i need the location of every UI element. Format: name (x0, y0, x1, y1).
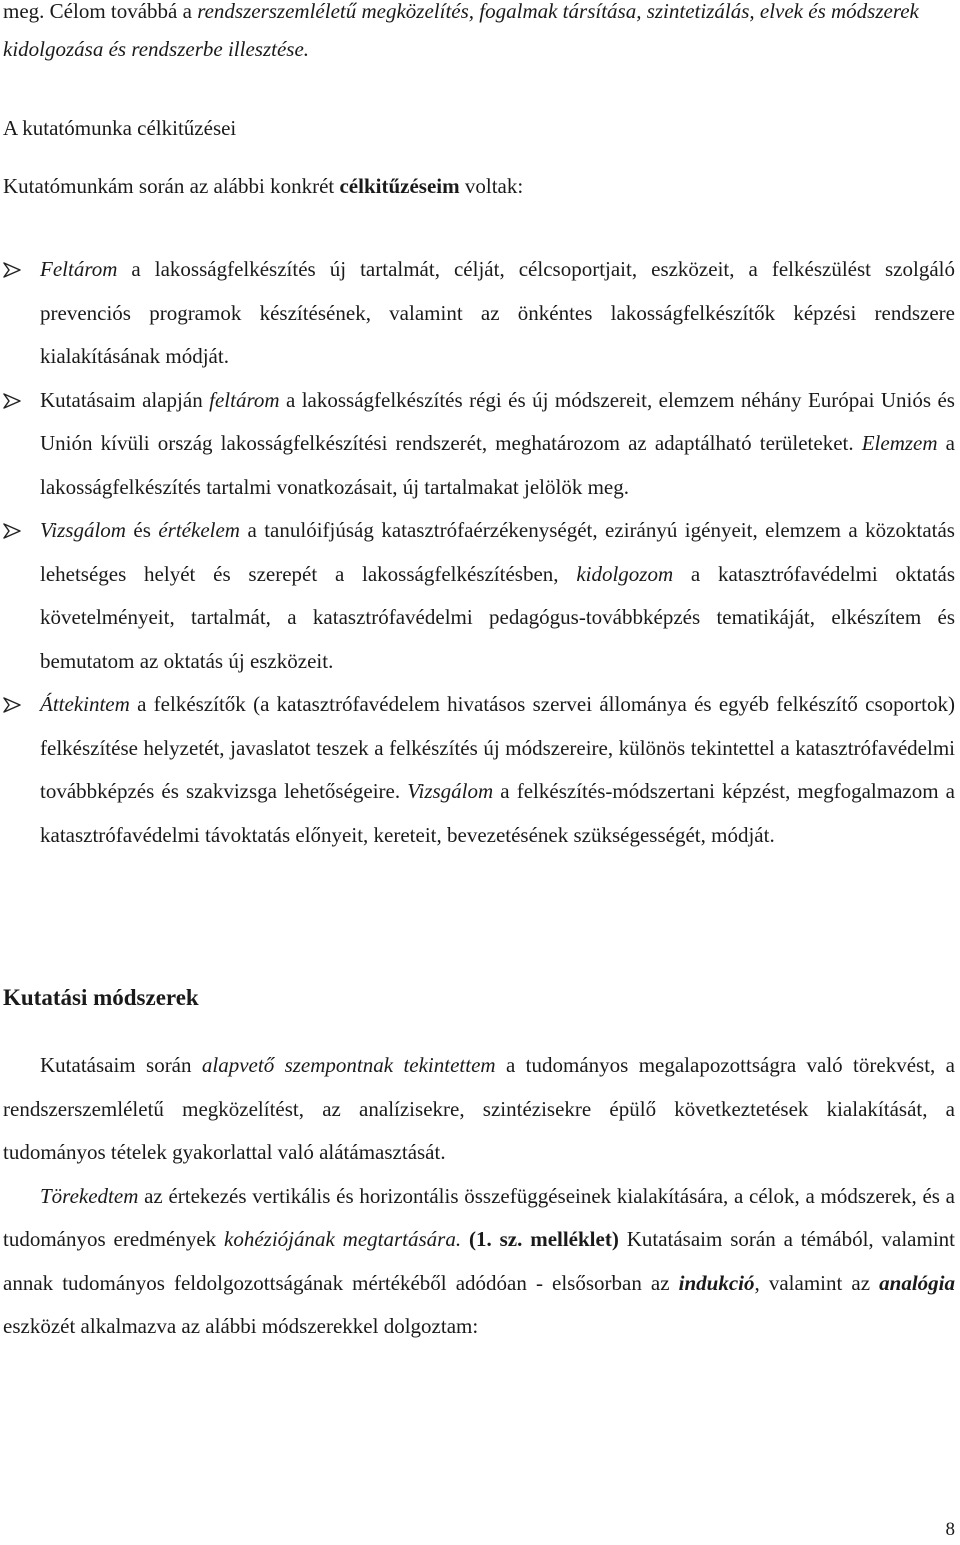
arrow-bullet-icon (3, 697, 21, 713)
methods-paragraph-1 (3, 1044, 955, 1175)
goals-heading: A kutatómunka célkitűzései (3, 116, 237, 140)
intro-text: meg. Célom továbbá a (3, 0, 198, 23)
goal-3-text-b: a tanulóifjúság katasztrófaérzékenységét, ezirányú igényeit, elemzem a közoktatás lehetséges helyét és szerepét a lakosságfelkészítésben, (40, 518, 955, 586)
intro-paragraph (3, 0, 955, 68)
p2-text-c: , valamint az (754, 1270, 880, 1295)
goal-2-text-b: a lakosságfelkészítés régi és új módszereit, elemzem néhány Európai Uniós és Unión kívüli ország lakosságfelkészítési rendszerét, meghatározom az adaptálható területeket. (40, 387, 955, 455)
p2-space (461, 1227, 469, 1251)
induction-term: indukció (678, 1270, 755, 1295)
goals-lead-sentence (3, 166, 523, 206)
goal-3-text-a: és (125, 518, 159, 542)
goal-2-text-a: Kutatásaim alapján (40, 387, 210, 412)
goal-4-italic-b: Vizsgálom (407, 779, 494, 803)
p1-text-a: Kutatásaim során (40, 1053, 202, 1077)
goal-3-italic-a: Vizsgálom (40, 518, 126, 542)
goal-item-3 (3, 509, 955, 683)
lead-text-end: voltak: (459, 174, 524, 198)
p2-text-a: az értekezés vertikális és horizontális összefüggéseinek kialakítására, a célok, a módszerek, és a tudományos eredmények (3, 1183, 955, 1251)
goal-3-italic-c: kidolgozom (576, 561, 674, 586)
goal-4-text-a: a felkészítők (a katasztrófavédelem hivatásos szervei állománya és egyéb felkészítő csoportok) felkészítése helyzetét, javaslatot teszek a felkészítés új módszereire, különös tekintettel a katasztrófavédelmi továbbképzés és szakvizsga lehetőségeire. (40, 692, 955, 803)
p2-text-d: eszközét alkalmazva az alábbi módszerekkel dolgoztam: (3, 1314, 479, 1338)
analogy-term: analógia (879, 1270, 956, 1295)
p1-italic: alapvető szempontnak tekintettem (201, 1053, 496, 1077)
lead-bold-text: célkitűzéseim (339, 174, 460, 198)
arrow-bullet-icon (3, 262, 21, 278)
intro-italic-text: rendszerszemléletű megközelítés, fogalmak társítása, szintetizálás, elvek és módszerek kidolgozása és rendszerbe illesztése. (3, 0, 919, 61)
goal-1-italic: Feltárom (40, 257, 118, 281)
goals-list (3, 248, 955, 857)
goal-item-4 (3, 683, 955, 857)
p2-text-b: Kutatásaim során a témából, valamint annak tudományos feldolgozottságának mértékéből adódóan - elsősorban az (3, 1227, 955, 1295)
goal-2-italic-b: Elemzem (861, 431, 938, 455)
goal-2-italic-a: feltárom (209, 387, 280, 412)
methods-paragraph-2 (3, 1175, 955, 1349)
goal-4-italic-a: Áttekintem (40, 692, 130, 716)
goal-item-2 (3, 379, 955, 510)
methods-section (3, 1044, 955, 1349)
arrow-bullet-icon (3, 523, 21, 539)
p1-text-b: a tudományos megalapozottságra való törekvést, a rendszerszemléletű megközelítést, az analízisekre, szintézisekre épülő következtetések kialakítását, a tudományos tételek gyakorlattal való alátámasztását. (3, 1053, 955, 1164)
page-number: 8 (945, 1519, 955, 1540)
goal-4-text-b: a felkészítés-módszertani képzést, megfogalmazom a katasztrófavédelmi távoktatás előnyeit, kereteit, bevezetésének szükségességét, módját. (40, 779, 955, 847)
goal-3-italic-b: értékelem (158, 518, 240, 542)
methods-heading: Kutatási módszerek (3, 985, 199, 1010)
p2-italic-a: Törekedtem (40, 1183, 139, 1208)
p2-italic-b: kohéziójának megtartására. (224, 1227, 462, 1251)
goal-3-text-c: a katasztrófavédelmi oktatás követelményeit, tartalmát, a katasztrófavédelmi pedagógus-továbbképzés tematikáját, elkészítem és bemutatom az oktatás új eszközeit. (40, 561, 955, 673)
goal-2-text-c: a lakosságfelkészítés tartalmi vonatkozásait, új tartalmakat jelölök meg. (40, 431, 955, 499)
appendix-reference: (1. sz. melléklet) (468, 1227, 619, 1251)
goal-1-text: a lakosságfelkészítés új tartalmát, célját, célcsoportjait, eszközeit, a felkészülést szolgáló prevenciós programok készítésének, valamint az önkéntes lakosságfelkészítők képzési rendszere kialakításának módját. (40, 257, 955, 368)
arrow-bullet-icon (3, 393, 21, 409)
goal-item-1 (3, 248, 955, 379)
lead-text: Kutatómunkám során az alábbi konkrét (3, 174, 340, 198)
